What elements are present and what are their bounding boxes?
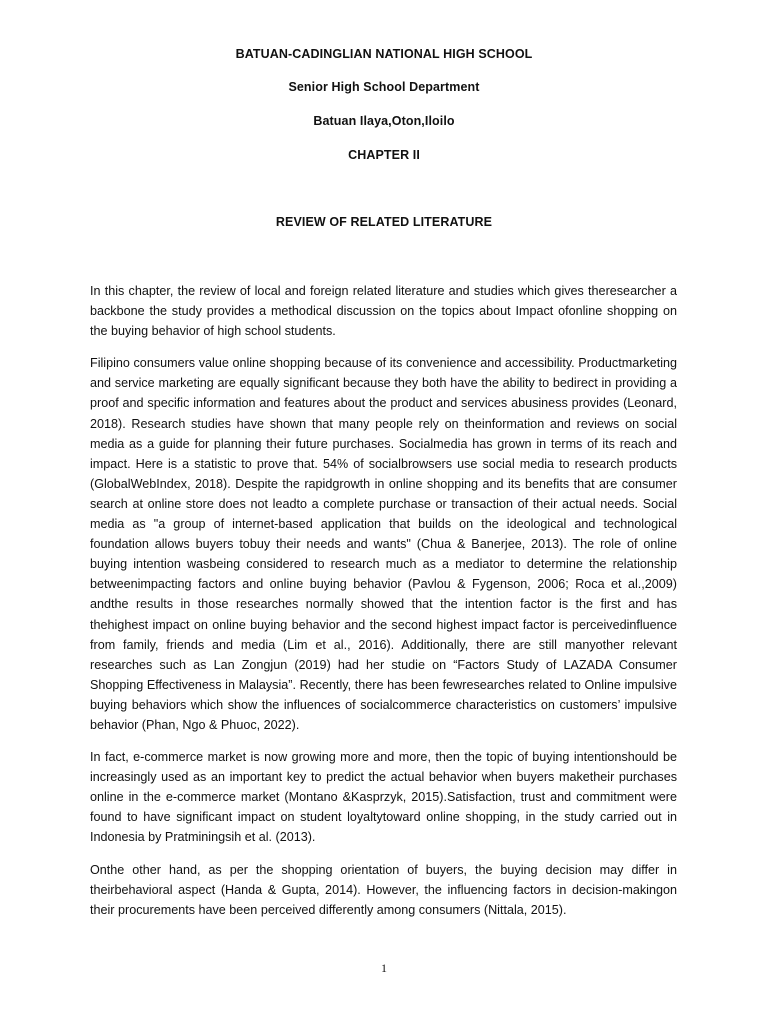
school-address: Batuan Ilaya,Oton,Iloilo bbox=[313, 114, 455, 128]
body-text bbox=[90, 281, 677, 932]
paragraph: In this chapter, the review of local and foreign related literature and studies which gives theresearcher a backbone the study provides a methodical discussion on the topics about Impact ofonline shopping on the buying behavior of high school students. bbox=[90, 284, 677, 339]
section-title: REVIEW OF RELATED LITERATURE bbox=[275, 215, 493, 229]
department-name: Senior High School Department bbox=[288, 80, 480, 94]
chapter-heading: CHAPTER II bbox=[348, 148, 420, 162]
page-number: 1 bbox=[381, 961, 387, 975]
paragraph: Onthe other hand, as per the shopping orientation of buyers, the buying decision may differ in theirbehavioral aspect (Handa & Gupta, 2014). However, the influencing factors in decision-makingon their procurements have been perceived differently among consumers (Nittala, 2015). bbox=[90, 862, 677, 917]
school-name: BATUAN-CADINGLIAN NATIONAL HIGH SCHOOL bbox=[235, 47, 533, 61]
paragraph: In fact, e-commerce market is now growing more and more, then the topic of buying intentionshould be increasingly used as an important key to predict the actual behavior when buyers maketheir purchases online in the e-commerce market (Montano &Kasprzyk, 2015).Satisfaction, trust and commitment were found to have significant impact on student loyaltytoward online shopping, in the study carried out in Indonesia by Pratminingsih et al. (2013). bbox=[90, 750, 677, 845]
paragraph: Filipino consumers value online shopping because of its convenience and accessibility. Productmarketing and service marketing are equally significant because they both have the ability to bedirect in providing a proof and specific information and features about the product and services abusiness provides (Leonard, 2018). Research studies have shown that many people rely on theinformation and reviews on social media as a guide for planning their future purchases. Socialmedia has grown in terms of its reach and impact. Here is a statistic to prove that. 54% of socialbrowsers use social media to research products (GlobalWebIndex, 2018). Despite the rapidgrowth in online shopping and its benefits that are consumer search at online store does not leadto a complete purchase or transaction of their actual needs. Social media as "a group of internet-based application that builds on the ideological and technological foundation allows buyers tobuy their needs and wants" (Chua & Banerjee, 2013). The role of online buying intention wasbeing considered to research much as a mediator to determine the relationship betweenimpacting factors and online buying behavior (Pavlou & Fygenson, 2006; Roca et al.,2009) andthe results in those researches normally showed that the intention factor is the first and has thehighest impact on online buying behavior and the second highest impact factor is perceivedinfluence from family, friends and media (Lim et al., 2016). Additionally, there are still manyother relevant researches such as Lan Zongjun (2019) had her studie on “Factors Study of LAZADA Consumer Shopping Effectiveness in Malaysia”. Recently, there has been fewresearches related to Online impulsive buying behaviors which show the influences of socialcommerce characteristics on customers’ impulsive behavior (Phan, Ngo & Phuoc, 2022). bbox=[90, 356, 677, 732]
